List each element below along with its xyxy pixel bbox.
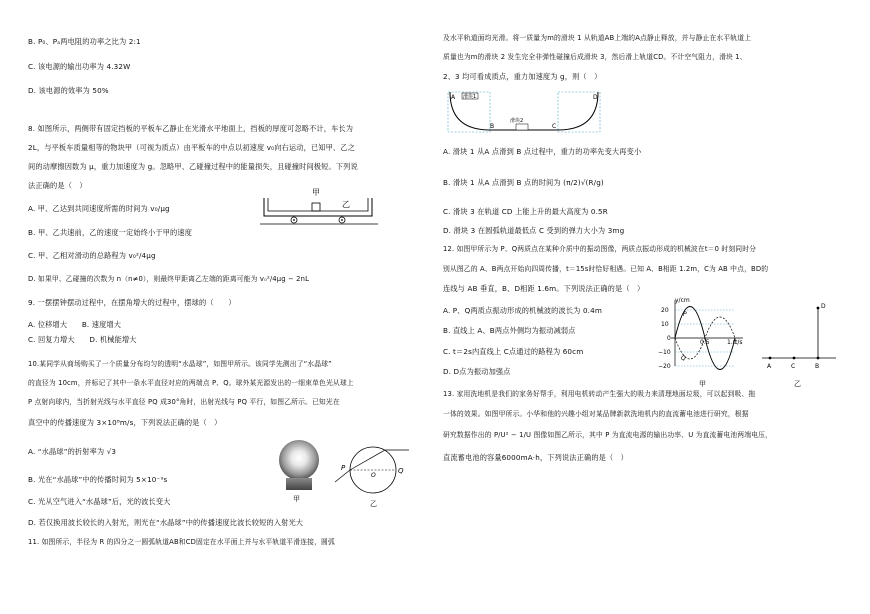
- fig10-caption-yi: 乙: [370, 500, 377, 508]
- fig10-refracted-ray: [350, 450, 385, 470]
- fig12-tick-neg20: −20: [658, 363, 671, 370]
- fig12-tick-neg10: −10: [658, 349, 671, 356]
- fig8-label-jia: 甲: [312, 188, 320, 197]
- q10-option-b: B. 光在“水晶球”中的传播时间为 5×10⁻⁹s: [28, 475, 168, 484]
- q12-option-b: B. 直线上 A、B两点外侧均为振动减弱点: [443, 326, 576, 335]
- fig11-slider2-label: 滑块2: [510, 118, 524, 124]
- q7-option-d: D. 该电源的效率为 50%: [28, 86, 109, 95]
- fig12b-label-c: C: [791, 363, 796, 370]
- fig12-caption-jia: 甲: [699, 380, 706, 388]
- fig11-point-c: C: [552, 123, 557, 130]
- q11-stem-line2: 及水平轨道面均光滑。将一质量为m的滑块 1 从轨道AB上端的A点静止释放，并与静止在水平轨道上: [443, 34, 752, 42]
- q10-stem-line1: 10.某同学从商场购买了一个质量分布均匀的透明“水晶球”，如图甲所示。该同学先测出了“水晶球”: [28, 360, 332, 368]
- q11-stem-line1: 11. 如图所示，半径为 R 的四分之一圆弧轨道AB和CD固定在水平面上并与水平轨道平滑连接，圆弧: [28, 538, 335, 546]
- fig11-point-a: A: [451, 94, 456, 101]
- fig8-cart-inner: [268, 198, 368, 211]
- fig12-label-p: P: [683, 311, 687, 318]
- fig12-tick-10s: 1.0: [727, 339, 737, 346]
- q10-stem-line3: P 点射向球内，当折射光线与水平直径 PQ 成30°角时，出射光线与 PQ 平行，如图乙所示。已知光在: [28, 398, 340, 406]
- fig10-label-p: P: [341, 464, 346, 472]
- q12-oscillation-graph: [655, 296, 745, 388]
- q11-option-b: B. 滑块 1 从A 点滑到 B 点的时间为 (π/2)√(R/g): [443, 178, 604, 187]
- fig12b-label-d: D: [821, 303, 826, 310]
- q8-stem-line1: 8. 如图所示，两侧带有固定挡板的平板车乙静止在光滑水平地面上，挡板的厚度可忽略不计，车长为: [28, 124, 354, 133]
- fig12b-dot-d: [817, 307, 820, 310]
- q8-stem-line2: 2L，与平板车质量相等的物块甲（可视为质点）由平板车的中点以初速度 v₀向右运动，已知甲、乙之: [28, 143, 355, 152]
- q11-option-c: C. 滑块 3 在轨道 CD 上能上升的最大高度为 0.5R: [443, 207, 608, 216]
- q8-option-c: C. 甲、乙相对滑动的总路程为 v₀²/4μg: [28, 251, 156, 260]
- fig11-slider2: [516, 124, 528, 130]
- crystal-ball-stand: [286, 478, 312, 490]
- q13-stem-line3: 研究数据作出的 P/U² − 1/U 图像如图乙所示，其中 P 为直流电源的输出功率、U 为直流蓄电池两端电压，: [443, 431, 773, 439]
- fig8-block: [312, 203, 320, 211]
- q11-track-figure: [446, 90, 622, 136]
- crystal-ball-photo: [279, 440, 319, 480]
- fig12b-dot-a: [769, 357, 772, 360]
- q10-option-d: D. 若仅换用波长较长的入射光，则光在“水晶球”中的传播速度比波长较短的入射光大: [28, 518, 304, 527]
- fig8-label-yi: 乙: [342, 200, 350, 209]
- fig12b-label-b: B: [815, 363, 820, 370]
- q9-options-ab: A. 位移增大 B. 速度增大: [28, 320, 122, 329]
- fig12-tick-20: 20: [661, 307, 669, 314]
- fig12b-caption-yi: 乙: [794, 380, 801, 388]
- fig12-tick-05: 0.5: [700, 339, 710, 346]
- fig11-slider1-label: 滑块1: [463, 94, 477, 100]
- q9-stem: 9. 一摆摆钟摆动过程中，在摆角增大的过程中，摆球的（ ）: [28, 298, 236, 307]
- fig8-cart-body: [264, 198, 372, 216]
- q7-option-c: C. 该电源的输出功率为 4.32W: [28, 62, 131, 71]
- q10-labels-jia: [284, 492, 314, 504]
- fig11-point-b: B: [490, 123, 495, 130]
- q11-option-d: D. 滑块 3 在圆弧轨道最低点 C 受到的弹力大小为 3mg: [443, 226, 625, 235]
- q12-stem-line2: 别从图乙的 A、B两点开始向四周传播，t＝15s时恰好相遇。已知 A、B相距 1.2m，C为 AB 中点，BD的: [443, 265, 769, 273]
- q7-option-b: B. P₀、Pₐ两电阻的功率之比为 2:1: [28, 37, 141, 46]
- q10-refraction-diagram: [333, 440, 411, 512]
- fig12-label-q: Q: [681, 355, 686, 362]
- q12-stem-line1: 12. 如图甲所示为 P、Q两质点在某种介质中的振动图像，两质点振动形成的机械波在t＝0 时刻同时分: [443, 245, 757, 253]
- fig12-y-label: y/cm: [675, 297, 690, 304]
- q13-stem-line4: 直流蓄电池的容量6000mA·h，下列说法正确的是（ ）: [443, 453, 629, 462]
- fig12-tick-10: 10: [661, 321, 669, 328]
- q11-stem-line4: 2、3 均可看成质点，重力加速度为 g，则（ ）: [443, 72, 602, 81]
- q13-stem-line2: 一体的效果。如图甲所示。小华和他的兴趣小组对某品牌新款洗地机内的直流蓄电池进行研究，根据: [443, 410, 749, 418]
- q12-option-a: A. P、Q两质点振动形成的机械波的波长为 0.4m: [443, 306, 602, 315]
- q8-stem-line4: 法正确的是（ ）: [28, 181, 87, 190]
- fig12-x-label: t/s: [735, 339, 743, 346]
- fig10-label-q: Q: [398, 467, 404, 475]
- q9-options-cd: C. 回复力增大 D. 机械能增大: [28, 335, 137, 344]
- fig12b-label-a: A: [767, 363, 772, 370]
- fig10-label-o: O: [371, 472, 376, 479]
- q10-option-c: C. 光从空气进入“水晶球”后，光的波长变大: [28, 497, 171, 506]
- q12-option-c: C. t＝2s内直线上 C点通过的路程为 60cm: [443, 347, 584, 356]
- q10-stem-line4: 真空中的传播速度为 3×10⁸m/s，下列说法正确的是（ ）: [28, 418, 222, 427]
- fig12b-dot-c: [793, 357, 796, 360]
- q12-stem-line3: 连线与 AB 垂直，B、D相距 1.6m。下列说法正确的是（ ）: [443, 284, 645, 293]
- fig11-point-d: D: [593, 94, 598, 101]
- q11-option-a: A. 滑块 1 从A 点滑到 B 点过程中，重力的功率先变大再变小: [443, 147, 642, 156]
- q8-cart-figure: [260, 186, 378, 228]
- q8-option-b: B. 甲、乙共速前，乙的速度一定始终小于甲的速度: [28, 228, 193, 237]
- q12-option-d: D. D点为振动加强点: [443, 367, 511, 376]
- fig12-tick-0: 0: [667, 335, 671, 342]
- q10-option-a: A. “水晶球”的折射率为 √3: [28, 447, 117, 456]
- q10-stem-line2: 的直径为 10cm，并标记了其中一条水平直径对应的两端点 P、Q。球外某光源发出的一细束单色光从球上: [28, 379, 354, 387]
- q8-option-a: A. 甲、乙达到共同速度所需的时间为 v₀/μg: [28, 204, 170, 213]
- q12-points-diagram: [758, 296, 838, 388]
- q11-stem-line3: 质量也为m的滑块 2 发生完全非弹性碰撞后成滑块 3，然后滑上轨道CD。不计空气阻力，滑块 1、: [443, 53, 747, 61]
- q8-option-d: D. 如果甲、乙碰撞的次数为 n（n≠0），则最终甲距离乙左端的距离可能为 v₀²/4μg − 2nL: [28, 275, 310, 283]
- q8-stem-line3: 间的动摩擦因数为 μ，重力加速度为 g。忽略甲、乙碰撞过程中的能量损失，且碰撞时间极短。下列说: [28, 162, 358, 171]
- q13-stem-line1: 13. 家用洗地机是我们的家务好帮手，利用电机转动产生强大的吸力来清理地面垃圾，可以起到吸、拖: [443, 390, 756, 398]
- fig10-caption-jia: 甲: [293, 495, 300, 503]
- fig12b-dot-b: [817, 357, 820, 360]
